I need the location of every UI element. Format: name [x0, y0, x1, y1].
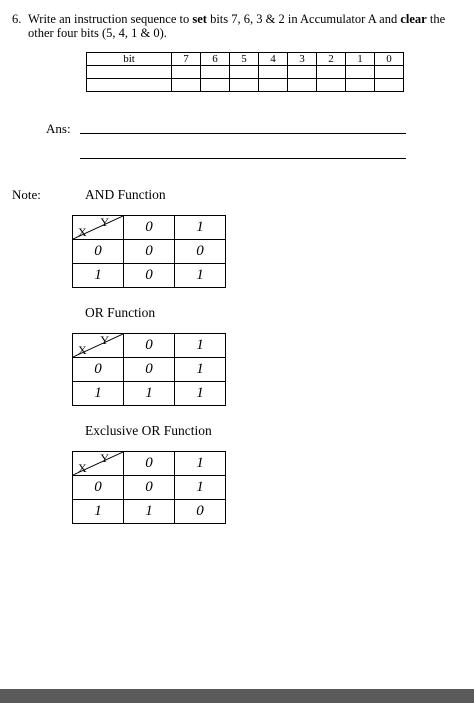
and-col-header: 0	[124, 216, 175, 240]
question-text-part-2: bits 7, 6, 3 & 2 in Accumulator A and	[206, 12, 401, 26]
bit-table-cell[interactable]	[288, 66, 317, 79]
xor-row-header: 1	[73, 500, 124, 524]
bit-table-cell[interactable]	[201, 66, 230, 79]
bit-table-cell[interactable]	[230, 79, 259, 92]
and-cell: 0	[175, 240, 226, 264]
xor-cell: 1	[175, 476, 226, 500]
or-header-row	[73, 334, 226, 358]
bit-table-header-2: 2	[317, 53, 346, 66]
bit-table-header-row	[87, 53, 404, 66]
question-text-part-1: Write an instruction sequence to	[28, 12, 193, 26]
or-row-header: 0	[73, 358, 124, 382]
bit-table	[86, 52, 404, 92]
and-header-row	[73, 216, 226, 240]
or-col-header: 0	[124, 334, 175, 358]
bit-table-row-1	[87, 66, 404, 79]
bit-table-cell[interactable]	[375, 66, 404, 79]
bit-table-header-bit: bit	[87, 53, 172, 66]
xor-cell: 0	[124, 476, 175, 500]
or-cell: 1	[175, 382, 226, 406]
bit-table-cell[interactable]	[375, 79, 404, 92]
and-row-var: X	[78, 225, 87, 239]
bit-table-header-5: 5	[230, 53, 259, 66]
bit-table-cell[interactable]	[259, 66, 288, 79]
xor-row-var: X	[78, 461, 87, 475]
and-cell: 1	[175, 264, 226, 288]
xor-row	[73, 500, 226, 524]
bit-table-row-2	[87, 79, 404, 92]
bit-table-header-3: 3	[288, 53, 317, 66]
bit-table-cell[interactable]	[87, 79, 172, 92]
or-col-var: Y	[100, 333, 109, 347]
xor-col-header: 1	[175, 452, 226, 476]
or-function-title: OR Function	[85, 305, 156, 320]
xor-truth-table	[72, 451, 226, 524]
and-cell: 0	[124, 264, 175, 288]
bottom-bar	[0, 689, 474, 703]
xor-col-header: 0	[124, 452, 175, 476]
bit-table-cell[interactable]	[317, 79, 346, 92]
question-text-part-3: the other four bits (5, 4, 1 & 0).	[28, 12, 446, 40]
or-cell: 0	[124, 358, 175, 382]
and-row	[73, 240, 226, 264]
answer-line-1[interactable]	[80, 133, 406, 134]
bit-table-cell[interactable]	[317, 66, 346, 79]
and-function-title: AND Function	[85, 187, 166, 202]
and-col-var: Y	[100, 215, 109, 229]
bit-table-cell[interactable]	[201, 79, 230, 92]
xor-row-header: 0	[73, 476, 124, 500]
question-text	[28, 12, 468, 40]
bit-table-header-6: 6	[201, 53, 230, 66]
bit-table-cell[interactable]	[230, 66, 259, 79]
note-label: Note:	[12, 187, 41, 202]
or-row-var: X	[78, 343, 87, 357]
bit-table-cell[interactable]	[288, 79, 317, 92]
or-truth-table	[72, 333, 226, 406]
xor-cell: 0	[175, 500, 226, 524]
bit-table-cell[interactable]	[346, 79, 375, 92]
and-row	[73, 264, 226, 288]
or-row-header: 1	[73, 382, 124, 406]
xor-header-row	[73, 452, 226, 476]
bit-table-header-1: 1	[346, 53, 375, 66]
bit-table-cell[interactable]	[259, 79, 288, 92]
or-cell: 1	[175, 358, 226, 382]
question-keyword-set: set	[192, 12, 207, 26]
bit-table-header-7: 7	[172, 53, 201, 66]
bit-table-cell[interactable]	[172, 79, 201, 92]
and-row-header: 0	[73, 240, 124, 264]
question-number: 6.	[12, 12, 22, 26]
and-row-header: 1	[73, 264, 124, 288]
xor-row	[73, 476, 226, 500]
xor-corner-cell	[73, 452, 124, 476]
and-truth-table	[72, 215, 226, 288]
or-col-header: 1	[175, 334, 226, 358]
or-cell: 1	[124, 382, 175, 406]
bit-table-header-4: 4	[259, 53, 288, 66]
bit-table-header-0: 0	[375, 53, 404, 66]
and-cell: 0	[124, 240, 175, 264]
answer-label: Ans:	[46, 121, 71, 136]
xor-function-title: Exclusive OR Function	[85, 423, 212, 438]
answer-line-2[interactable]	[80, 158, 406, 159]
or-row	[73, 382, 226, 406]
bit-table-cell[interactable]	[346, 66, 375, 79]
bit-table-cell[interactable]	[172, 66, 201, 79]
and-col-header: 1	[175, 216, 226, 240]
xor-col-var: Y	[100, 451, 109, 465]
bit-table-cell[interactable]	[87, 66, 172, 79]
xor-cell: 1	[124, 500, 175, 524]
question-keyword-clear: clear	[400, 12, 427, 26]
or-row	[73, 358, 226, 382]
or-corner-cell	[73, 334, 124, 358]
and-corner-cell	[73, 216, 124, 240]
